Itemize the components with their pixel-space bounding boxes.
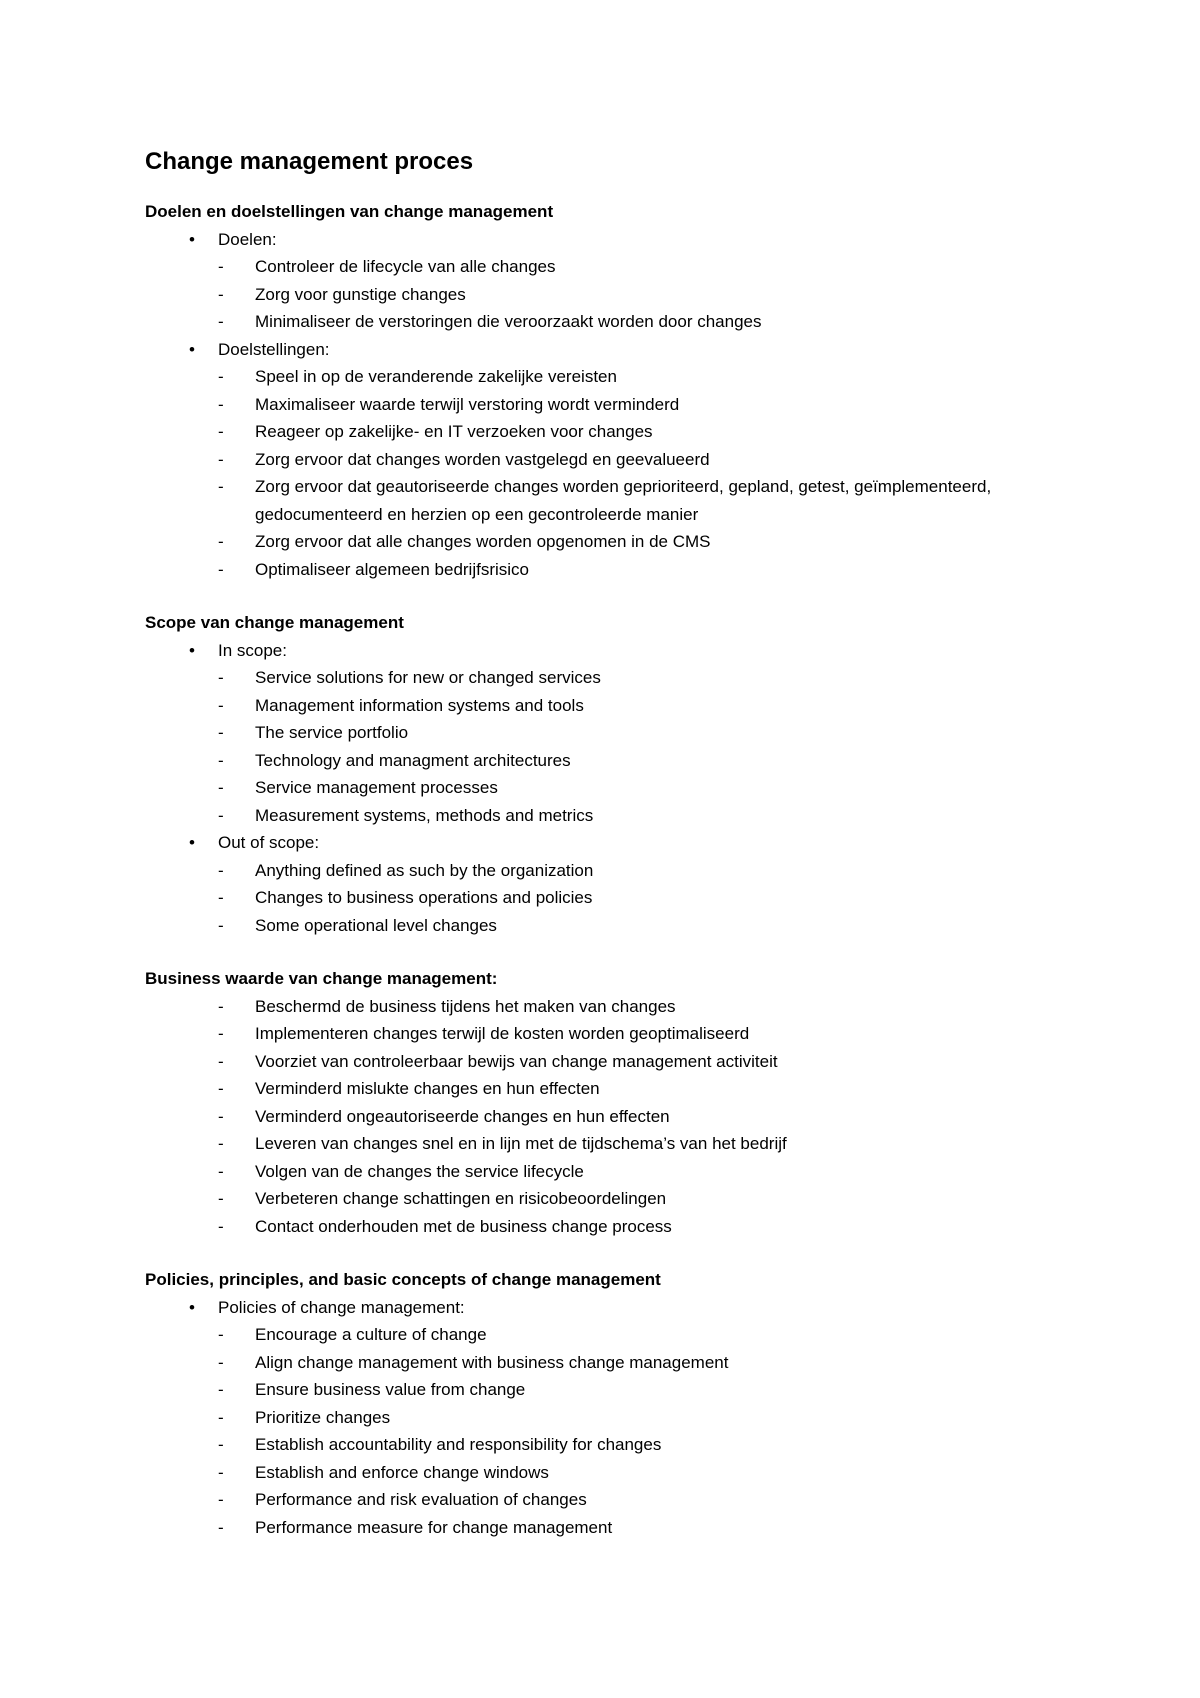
- list-item-text: Minimaliseer de verstoringen die veroorzaakt worden door changes: [255, 312, 762, 331]
- list-item-text: Performance measure for change management: [255, 1517, 613, 1537]
- document-sections: [145, 198, 1105, 1541]
- list-item: [145, 857, 1105, 885]
- list-item-text: Measurement systems, methods and metrics: [255, 805, 594, 825]
- dash-marker: -: [218, 1024, 224, 1043]
- dash-marker: -: [218, 1435, 224, 1454]
- dash-marker: -: [218, 723, 224, 742]
- section-heading: Policies, principles, and basic concepts of change management: [145, 1270, 661, 1289]
- section-heading: Business waarde van change management:: [145, 969, 498, 988]
- bullet-icon: •: [189, 339, 195, 359]
- dash-marker: -: [218, 394, 224, 414]
- document-title: Change management proces: [145, 148, 474, 175]
- list-item: [145, 747, 1105, 775]
- list-item-text: Zorg ervoor dat geautoriseerde changes worden geprioriteerd, gepland, getest, geïmplementeerd, gedocumenteerd en herzien op een gecontroleerde manier: [255, 477, 992, 524]
- dash-marker: -: [218, 1134, 224, 1153]
- list-item-text: Zorg voor gunstige changes: [255, 284, 466, 304]
- list-item: [145, 1376, 1105, 1404]
- bullet-label: Doelen:: [218, 229, 277, 249]
- list-item-text: Prioritize changes: [255, 1407, 391, 1427]
- dash-marker: -: [218, 1189, 224, 1208]
- bullet-icon: •: [189, 229, 195, 249]
- list-item-text: Service solutions for new or changed services: [255, 668, 601, 687]
- list-item-text: Optimaliseer algemeen bedrijfsrisico: [255, 559, 530, 579]
- dash-marker: -: [218, 312, 224, 331]
- list-item: [145, 308, 1105, 336]
- dash-marker: -: [218, 532, 224, 551]
- list-item: [145, 1431, 1105, 1459]
- list-item-text: Leveren van changes snel en in lijn met de tijdschema’s van het bedrijf: [255, 1134, 787, 1153]
- dash-list: [145, 857, 1105, 940]
- list-item-text: Verminderd mislukte changes en hun effecten: [255, 1079, 600, 1098]
- dash-marker: -: [218, 695, 224, 715]
- list-item: [145, 1349, 1105, 1377]
- dash-marker: -: [218, 1462, 224, 1482]
- list-item: [145, 1020, 1105, 1048]
- dash-marker: -: [218, 559, 224, 579]
- list-item-text: Speel in op de veranderende zakelijke vereisten: [255, 367, 617, 386]
- dash-marker: -: [218, 1490, 224, 1509]
- bullet-label: Doelstellingen:: [218, 339, 330, 359]
- list-item-text: Zorg ervoor dat changes worden vastgelegd en geevalueerd: [255, 449, 710, 469]
- list-item: [145, 719, 1105, 747]
- list-item: [145, 418, 1105, 446]
- bullet-item: [145, 829, 1105, 857]
- list-item-text: The service portfolio: [255, 723, 409, 742]
- dash-marker: -: [218, 257, 224, 276]
- dash-marker: -: [218, 668, 224, 687]
- dash-marker: -: [218, 449, 224, 469]
- list-item: [145, 664, 1105, 692]
- list-item-text: Changes to business operations and policies: [255, 888, 593, 907]
- list-item-text: Verbeteren change schattingen en risicobeoordelingen: [255, 1189, 667, 1208]
- list-item-text: Management information systems and tools: [255, 695, 584, 715]
- list-item: [145, 253, 1105, 281]
- list-item-text: Volgen van de changes the service lifecycle: [255, 1161, 584, 1181]
- list-item: [145, 884, 1105, 912]
- list-item: [145, 1075, 1105, 1103]
- dash-marker: -: [218, 915, 224, 935]
- dash-marker: -: [218, 860, 224, 880]
- list-item: [145, 281, 1105, 309]
- dash-marker: -: [218, 422, 224, 441]
- section-heading: Doelen en doelstellingen van change management: [145, 202, 554, 221]
- bullet-icon: •: [189, 833, 195, 852]
- list-item-text: Controleer de lifecycle van alle changes: [255, 257, 556, 276]
- dash-list: [145, 1321, 1105, 1541]
- list-item-text: Verminderd ongeautoriseerde changes en hun effecten: [255, 1106, 670, 1126]
- list-item: [145, 363, 1105, 391]
- list-item-text: Some operational level changes: [255, 915, 497, 935]
- list-item-text: Ensure business value from change: [255, 1380, 526, 1399]
- dash-marker: -: [218, 1161, 224, 1181]
- dash-marker: -: [218, 1216, 224, 1236]
- list-item: [145, 446, 1105, 474]
- dash-list: [145, 363, 1105, 583]
- list-item: [145, 528, 1105, 556]
- dash-marker: -: [218, 888, 224, 907]
- section-heading: Scope van change management: [145, 613, 404, 632]
- section: [145, 609, 1105, 939]
- list-item-text: Align change management with business change management: [255, 1352, 729, 1372]
- list-item: [145, 1048, 1105, 1076]
- list-item: [145, 774, 1105, 802]
- list-item-text: Service management processes: [255, 778, 498, 797]
- dash-marker: -: [218, 1325, 224, 1344]
- list-item: [145, 993, 1105, 1021]
- list-item: [145, 912, 1105, 940]
- dash-marker: -: [218, 1106, 224, 1126]
- list-item: [145, 1321, 1105, 1349]
- dash-marker: -: [218, 1079, 224, 1098]
- list-item: [145, 1130, 1105, 1158]
- dash-list: [145, 993, 1105, 1241]
- list-item: [145, 692, 1105, 720]
- section: [145, 198, 1105, 583]
- bullet-item: [145, 336, 1105, 364]
- dash-marker: -: [218, 778, 224, 797]
- bullet-label: Out of scope:: [218, 833, 320, 852]
- section: [145, 1266, 1105, 1541]
- section: [145, 965, 1105, 1240]
- list-item: [145, 1514, 1105, 1542]
- document-page: [145, 146, 1105, 1567]
- list-item: [145, 473, 1105, 528]
- list-item: [145, 1404, 1105, 1432]
- list-item-text: Maximaliseer waarde terwijl verstoring wordt verminderd: [255, 394, 680, 414]
- dash-list: [145, 253, 1105, 336]
- bullet-icon: •: [189, 1297, 195, 1317]
- dash-marker: -: [218, 367, 224, 386]
- list-item-text: Establish accountability and responsibility for changes: [255, 1435, 662, 1454]
- list-item-text: Beschermd de business tijdens het maken van changes: [255, 996, 676, 1016]
- list-item-text: Anything defined as such by the organization: [255, 860, 594, 880]
- list-item-text: Voorziet van controleerbaar bewijs van change management activiteit: [255, 1051, 778, 1071]
- list-item-text: Zorg ervoor dat alle changes worden opgenomen in de CMS: [255, 532, 711, 551]
- dash-marker: -: [218, 1380, 224, 1399]
- dash-marker: -: [218, 1051, 224, 1071]
- bullet-item: [145, 637, 1105, 665]
- list-item: [145, 802, 1105, 830]
- bullet-item: [145, 1294, 1105, 1322]
- dash-marker: -: [218, 477, 224, 496]
- dash-marker: -: [218, 1352, 224, 1372]
- bullet-item: [145, 226, 1105, 254]
- dash-marker: -: [218, 996, 224, 1016]
- list-item: [145, 1158, 1105, 1186]
- dash-marker: -: [218, 284, 224, 304]
- list-item: [145, 1213, 1105, 1241]
- list-item: [145, 1103, 1105, 1131]
- list-item: [145, 1185, 1105, 1213]
- bullet-label: In scope:: [218, 640, 287, 660]
- list-item-text: Contact onderhouden met de business change process: [255, 1216, 672, 1236]
- list-item-text: Implementeren changes terwijl de kosten worden geoptimaliseerd: [255, 1024, 750, 1043]
- list-item-text: Performance and risk evaluation of changes: [255, 1490, 587, 1509]
- list-item: [145, 556, 1105, 584]
- bullet-icon: •: [189, 640, 195, 660]
- dash-marker: -: [218, 750, 224, 770]
- list-item-text: Establish and enforce change windows: [255, 1462, 549, 1482]
- list-item: [145, 391, 1105, 419]
- list-item-text: Reageer op zakelijke- en IT verzoeken voor changes: [255, 422, 653, 441]
- list-item: [145, 1486, 1105, 1514]
- dash-marker: -: [218, 805, 224, 825]
- list-item-text: Technology and managment architectures: [255, 750, 571, 770]
- bullet-label: Policies of change management:: [218, 1297, 465, 1317]
- list-item-text: Encourage a culture of change: [255, 1325, 487, 1344]
- dash-marker: -: [218, 1407, 224, 1427]
- dash-list: [145, 664, 1105, 829]
- list-item: [145, 1459, 1105, 1487]
- dash-marker: -: [218, 1517, 224, 1537]
